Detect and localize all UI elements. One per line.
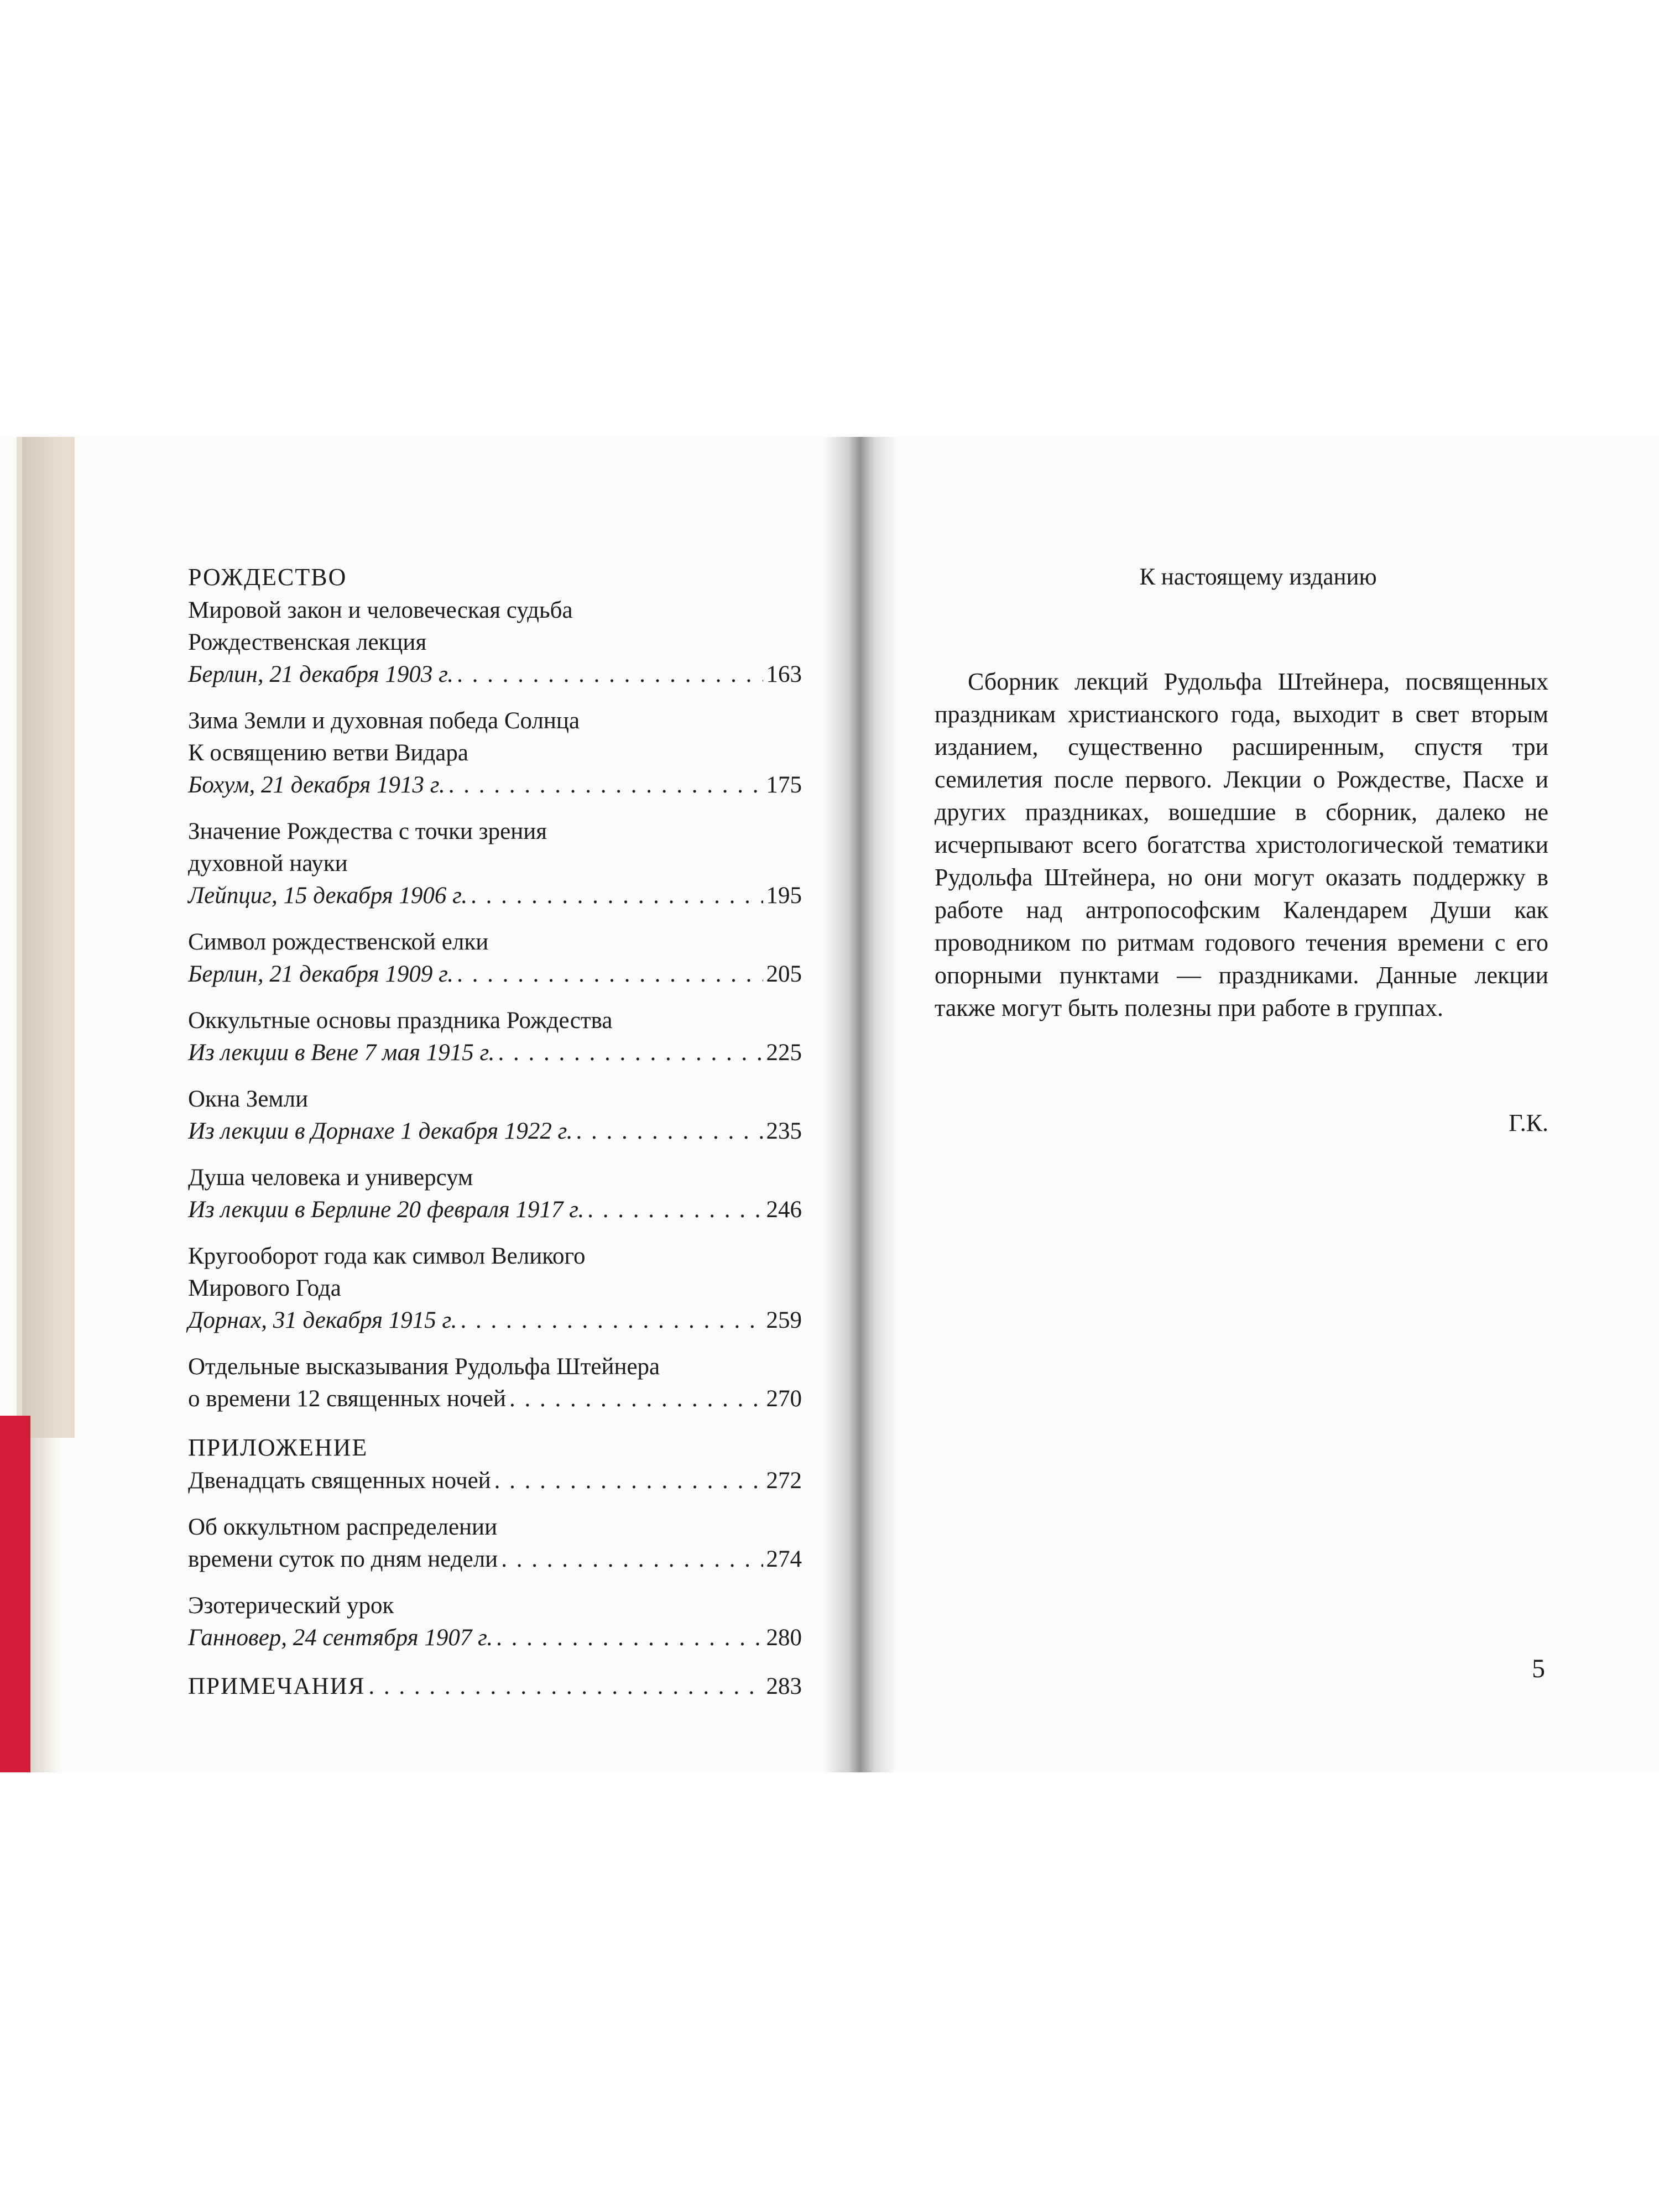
toc-entry-line — [188, 1115, 802, 1147]
toc-page-number: 175 — [766, 772, 802, 798]
toc-page-number: 225 — [766, 1040, 802, 1066]
toc-page-number: 270 — [766, 1386, 802, 1412]
toc-page-number: 246 — [766, 1197, 802, 1223]
dot-leader — [457, 958, 763, 990]
dot-leader — [576, 1115, 763, 1147]
table-of-contents — [188, 561, 802, 1703]
toc-entry — [188, 705, 802, 801]
toc-page-number: 163 — [766, 661, 802, 687]
toc-entry-title: Двенадцать священных ночей — [188, 1468, 491, 1494]
toc-page-number: 274 — [766, 1546, 802, 1572]
toc-entry-title: времени суток по дням недели — [188, 1546, 498, 1572]
toc-entry-source: Из лекции в Дорнахе 1 декабря 1922 г. — [188, 1118, 573, 1144]
toc-entry-title: Кругооборот года как символ Великого — [188, 1243, 586, 1269]
toc-entry-line — [188, 1037, 802, 1069]
toc-entry-title: Окна Земли — [188, 1086, 309, 1112]
toc-entry-source: Из лекции в Вене 7 мая 1915 г. — [188, 1040, 495, 1066]
toc-entry — [188, 1083, 802, 1147]
toc-entry-source: Из лекции в Берлине 20 февраля 1917 г. — [188, 1197, 585, 1223]
dot-leader — [471, 880, 763, 912]
toc-entry — [188, 1671, 802, 1703]
dot-leader — [509, 1383, 763, 1415]
dot-leader — [496, 1622, 763, 1654]
toc-entry-line — [188, 880, 802, 912]
foreword-signature: Г.К. — [1509, 1109, 1548, 1136]
toc-entry-title: Отдельные высказывания Рудольфа Штейнера — [188, 1354, 660, 1380]
toc-entry-line — [188, 659, 802, 691]
toc-entry — [188, 926, 802, 990]
toc-entry-title: К освящению ветви Видара — [188, 740, 468, 766]
toc-entry — [188, 1590, 802, 1654]
toc-entry — [188, 1351, 802, 1415]
toc-entry-source: Берлин, 21 декабря 1909 г. — [188, 961, 454, 987]
toc-entry-source: Бохум, 21 декабря 1913 г. — [188, 772, 445, 798]
dot-leader — [501, 1543, 763, 1575]
foreword-page — [935, 561, 1548, 1139]
toc-entry-title: Зима Земли и духовная победа Солнца — [188, 708, 580, 734]
dot-leader — [368, 1671, 763, 1703]
toc-entry-title: Мирового Года — [188, 1275, 341, 1301]
toc-entry — [188, 1005, 802, 1069]
toc-page-number: 272 — [766, 1468, 802, 1494]
page-number: 5 — [1532, 1654, 1545, 1683]
toc-entry-line — [188, 1465, 802, 1497]
toc-section-title: ПРИЛОЖЕНИЕ — [188, 1434, 368, 1461]
dot-leader — [587, 1194, 763, 1226]
toc-entry-source: Ганновер, 24 сентября 1907 г. — [188, 1625, 493, 1651]
book-gutter — [824, 437, 896, 1772]
toc-entry-title: Мировой закон и человеческая судьба — [188, 597, 573, 623]
toc-entry-title: Символ рождественской елки — [188, 929, 489, 955]
dot-leader — [460, 1305, 763, 1337]
toc-entry — [188, 1465, 802, 1497]
toc-entry — [188, 816, 802, 912]
toc-entry — [188, 594, 802, 691]
toc-entry-title: духовной науки — [188, 851, 348, 877]
toc-entry-source: Лейпциг, 15 декабря 1906 г. — [188, 883, 468, 909]
toc-entry-line — [188, 958, 802, 990]
toc-entry-source: Берлин, 21 декабря 1903 г. — [188, 661, 454, 687]
dot-leader — [448, 769, 763, 801]
toc-page-number: 235 — [766, 1118, 802, 1144]
toc-entry-line — [188, 1671, 802, 1703]
toc-entry-title: Об оккультном распределении — [188, 1514, 498, 1540]
toc-page-number: 259 — [766, 1307, 802, 1333]
toc-entry-line — [188, 1622, 802, 1654]
toc-entry-title: Эзотерический урок — [188, 1593, 394, 1619]
toc-entry-line — [188, 1383, 802, 1415]
toc-page-number: 195 — [766, 883, 802, 909]
toc-entry-title: Значение Рождества с точки зрения — [188, 818, 547, 844]
toc-page-number: 205 — [766, 961, 802, 987]
dot-leader — [457, 659, 763, 691]
toc-page-number: 283 — [766, 1673, 802, 1699]
cover-edge — [0, 1416, 30, 1772]
toc-entry-line — [188, 1543, 802, 1575]
toc-entry-source: Дорнах, 31 декабря 1915 г. — [188, 1307, 457, 1333]
toc-page-number: 280 — [766, 1625, 802, 1651]
toc-entry-title: Душа человека и универсум — [188, 1165, 473, 1191]
toc-entry-title: Рождественская лекция — [188, 629, 427, 655]
toc-entry-title: Оккультные основы праздника Рождества — [188, 1008, 613, 1034]
foreword-text: Сборник лекций Рудольфа Штейнера, посвященных праздникам христианского года, выходит в свет вторым изданием, существенно расширенным, спустя три семилетия после первого. Лекции о Рождестве, Пасхе и других праздниках, вошедшие в сборник, далеко не исчерпывают всего богатства христологической тематики Рудольфа Штейнера, но они могут оказать поддержку в работе над антропософским Календарем Души как проводником по ритмам годового течения времени с его опорными пунктами — праздниками. Данные лекции также могут быть полезны при работе в группах. — [935, 668, 1548, 1021]
toc-entry-line — [188, 1305, 802, 1337]
toc-entry-title: о времени 12 священных ночей — [188, 1386, 507, 1412]
toc-entry-line — [188, 769, 802, 801]
toc-entry — [188, 1511, 802, 1575]
dot-leader — [498, 1037, 763, 1069]
toc-entry-line — [188, 1194, 802, 1226]
toc-section-title: РОЖДЕСТВО — [188, 564, 347, 591]
dot-leader — [494, 1465, 763, 1497]
toc-entry — [188, 1240, 802, 1337]
foreword-heading: К настоящему изданию — [1139, 564, 1377, 590]
toc-entry — [188, 1162, 802, 1226]
toc-entry-title: ПРИМЕЧАНИЯ — [188, 1673, 366, 1699]
